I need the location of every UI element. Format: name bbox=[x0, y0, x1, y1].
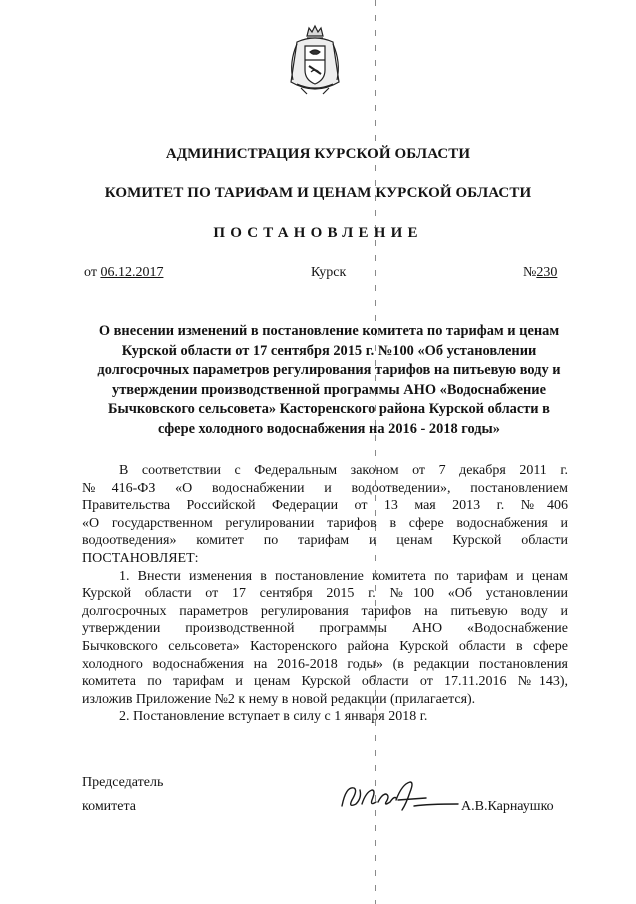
scan-fold-line bbox=[375, 0, 376, 904]
body-line: Бычковского сельсовета» Касторенского района Курской области в сфере bbox=[82, 638, 568, 654]
document-date bbox=[84, 265, 163, 281]
document-type-heading: ПОСТАНОВЛЕНИЕ bbox=[213, 225, 423, 241]
body-line: Правительства Российской Федерации от 13 мая 2013 г. №406 bbox=[82, 498, 568, 514]
body-line: «О государственном регулировании тарифов в сфере водоснабжения и bbox=[82, 515, 568, 531]
body-line: №416-ФЗ «О водоснабжении и водоотведении», постановлением bbox=[82, 480, 568, 496]
signer-name: А.В.Карнаушко bbox=[461, 799, 554, 814]
body-line: холодного водоснабжения на 2016-2018 годы» (в редакции постановления bbox=[82, 656, 568, 672]
body-line: 2. Постановление вступает в силу с 1 января 2018 г. bbox=[119, 709, 428, 725]
title-line: О внесении изменений в постановление комитета по тарифам и ценам bbox=[98, 323, 560, 339]
handwritten-signature bbox=[336, 776, 460, 816]
signer-role-line1: Председатель bbox=[82, 775, 164, 790]
signer-role-line2: комитета bbox=[82, 799, 137, 814]
body-line: ПОСТАНОВЛЯЕТ: bbox=[82, 550, 199, 566]
body-line: комитета по тарифам и ценам Курской области от 17.11.2016 №143), bbox=[82, 674, 568, 690]
body-line: изложив Приложение №2 к нему в новой редакции (прилагается). bbox=[82, 691, 476, 707]
document-body bbox=[82, 462, 568, 726]
body-line: утверждении производственной программы АНО «Водоснабжение bbox=[82, 621, 568, 637]
number-value: 230 bbox=[536, 265, 558, 280]
number-prefix: № bbox=[523, 265, 537, 280]
body-line: 1. Внести изменения в постановление комитета по тарифам и ценам bbox=[119, 568, 568, 584]
body-line: Курской области от 17 сентября 2015 г. №100 «Об установлении bbox=[82, 586, 568, 602]
administration-heading: АДМИНИСТРАЦИЯ КУРСКОЙ ОБЛАСТИ bbox=[165, 146, 471, 162]
document-number bbox=[523, 265, 557, 281]
document-city: Курск bbox=[311, 265, 347, 280]
title-line: долгосрочных параметров регулирования тарифов на питьевую воду и bbox=[97, 362, 561, 379]
body-line: долгосрочных параметров регулирования тарифов на питьевую воду и bbox=[82, 603, 568, 619]
date-value: 06.12.2017 bbox=[100, 265, 164, 280]
coat-of-arms-emblem bbox=[283, 22, 347, 100]
document-title bbox=[78, 322, 580, 440]
body-line: В соответствии с Федеральным законом от 7 декабря 2011 г. bbox=[119, 463, 568, 478]
title-line: Курской области от 17 сентября 2015 г. №100 «Об установлении bbox=[121, 342, 537, 359]
title-line: Бычковского сельсовета» Касторенского района Курской области в bbox=[108, 401, 550, 418]
committee-heading: КОМИТЕТ ПО ТАРИФАМ И ЦЕНАМ КУРСКОЙ ОБЛАСТИ bbox=[104, 185, 532, 201]
title-line: утверждении производственной программы АНО «Водоснабжение bbox=[112, 381, 546, 398]
title-line: сфере холодного водоснабжения на 2016 - 2018 годы» bbox=[158, 420, 500, 437]
date-prefix: от bbox=[84, 265, 101, 280]
body-line: водоотведения» комитет по тарифам и ценам Курской области bbox=[82, 533, 568, 549]
